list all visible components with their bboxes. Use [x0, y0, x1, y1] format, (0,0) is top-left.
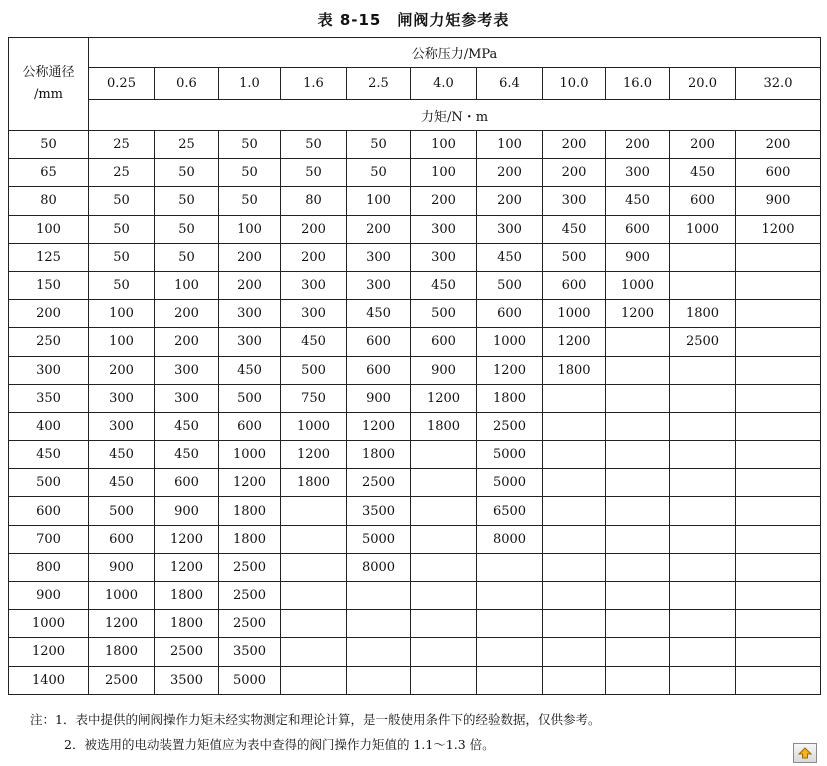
torque-value-cell	[543, 469, 606, 497]
torque-value-cell: 1200	[155, 525, 219, 553]
pressure-header-cell: 1.6	[281, 68, 347, 100]
nominal-diameter-cell: 1000	[9, 610, 89, 638]
table-row	[9, 638, 821, 666]
torque-value-cell: 1800	[219, 525, 281, 553]
torque-value-cell	[543, 384, 606, 412]
torque-value-cell: 600	[670, 187, 736, 215]
torque-value-cell	[736, 610, 821, 638]
torque-value-cell	[411, 638, 477, 666]
torque-value-cell: 8000	[477, 525, 543, 553]
torque-value-cell	[736, 525, 821, 553]
torque-value-cell: 1800	[155, 610, 219, 638]
table-title: 表 8-15 闸阀力矩参考表	[317, 11, 510, 29]
table-row	[9, 243, 821, 271]
table-row	[9, 666, 821, 694]
torque-value-cell: 100	[219, 215, 281, 243]
torque-value-cell	[670, 441, 736, 469]
torque-value-cell	[281, 638, 347, 666]
torque-value-cell: 50	[155, 187, 219, 215]
torque-value-cell	[281, 610, 347, 638]
torque-value-cell: 3500	[347, 497, 411, 525]
torque-value-cell	[477, 638, 543, 666]
torque-value-cell	[736, 497, 821, 525]
torque-value-cell: 50	[89, 271, 155, 299]
torque-value-cell: 600	[543, 271, 606, 299]
torque-value-cell: 1200	[411, 384, 477, 412]
torque-value-cell	[347, 610, 411, 638]
torque-value-cell	[281, 553, 347, 581]
torque-value-cell	[736, 356, 821, 384]
torque-value-cell: 80	[281, 187, 347, 215]
torque-value-cell: 300	[155, 356, 219, 384]
nominal-diameter-cell: 500	[9, 469, 89, 497]
nominal-diameter-cell: 100	[9, 215, 89, 243]
torque-value-cell: 6500	[477, 497, 543, 525]
torque-value-cell: 5000	[477, 441, 543, 469]
torque-value-cell: 100	[89, 328, 155, 356]
torque-value-cell: 200	[281, 215, 347, 243]
torque-value-cell: 50	[347, 131, 411, 159]
torque-value-cell: 300	[89, 412, 155, 440]
torque-value-cell: 200	[155, 300, 219, 328]
torque-value-cell: 300	[347, 243, 411, 271]
torque-value-cell: 1000	[281, 412, 347, 440]
torque-value-cell	[281, 582, 347, 610]
torque-unit-header: 力矩/N・m	[89, 100, 821, 131]
torque-value-cell: 500	[219, 384, 281, 412]
torque-value-cell: 300	[477, 215, 543, 243]
torque-value-cell: 900	[411, 356, 477, 384]
torque-value-cell: 450	[155, 412, 219, 440]
table-row	[9, 610, 821, 638]
torque-value-cell: 8000	[347, 553, 411, 581]
torque-value-cell: 1200	[347, 412, 411, 440]
nominal-diameter-cell: 300	[9, 356, 89, 384]
torque-value-cell: 50	[155, 215, 219, 243]
nominal-pressure-header: 公称压力/MPa	[89, 38, 821, 68]
nominal-diameter-cell: 1400	[9, 666, 89, 694]
torque-value-cell: 1800	[89, 638, 155, 666]
torque-value-cell: 50	[219, 131, 281, 159]
nominal-diameter-cell: 600	[9, 497, 89, 525]
table-row	[9, 384, 821, 412]
torque-value-cell	[606, 356, 670, 384]
torque-value-cell	[736, 469, 821, 497]
torque-value-cell	[411, 666, 477, 694]
notes	[30, 707, 820, 757]
pressure-header-cell: 0.6	[155, 68, 219, 100]
torque-value-cell	[543, 610, 606, 638]
torque-value-cell	[736, 412, 821, 440]
torque-value-cell: 1800	[347, 441, 411, 469]
torque-value-cell: 100	[89, 300, 155, 328]
torque-value-cell: 500	[543, 243, 606, 271]
torque-value-cell: 1800	[411, 412, 477, 440]
torque-value-cell: 500	[281, 356, 347, 384]
table-row	[9, 159, 821, 187]
torque-value-cell	[736, 553, 821, 581]
arrow-up-icon	[798, 747, 812, 759]
torque-value-cell	[543, 525, 606, 553]
table-row	[9, 271, 821, 299]
torque-value-cell	[606, 525, 670, 553]
torque-value-cell: 300	[606, 159, 670, 187]
torque-value-cell	[606, 412, 670, 440]
torque-value-cell: 300	[281, 271, 347, 299]
table-row	[9, 300, 821, 328]
torque-value-cell	[543, 441, 606, 469]
torque-value-cell: 900	[736, 187, 821, 215]
table-row	[9, 441, 821, 469]
torque-value-cell: 450	[89, 469, 155, 497]
nominal-diameter-cell: 150	[9, 271, 89, 299]
torque-value-cell	[543, 582, 606, 610]
torque-value-cell: 200	[736, 131, 821, 159]
torque-value-cell: 50	[89, 187, 155, 215]
nominal-diameter-header	[9, 38, 89, 131]
torque-value-cell: 300	[155, 384, 219, 412]
torque-value-cell	[736, 243, 821, 271]
torque-value-cell: 50	[219, 159, 281, 187]
torque-value-cell: 200	[477, 187, 543, 215]
torque-value-cell: 50	[155, 243, 219, 271]
torque-value-cell	[347, 582, 411, 610]
torque-value-cell: 450	[670, 159, 736, 187]
table-row	[9, 497, 821, 525]
torque-value-cell	[736, 638, 821, 666]
torque-value-cell: 2500	[670, 328, 736, 356]
torque-value-cell: 1200	[606, 300, 670, 328]
torque-value-cell	[477, 553, 543, 581]
torque-value-cell: 1200	[543, 328, 606, 356]
torque-value-cell: 1800	[155, 582, 219, 610]
torque-value-cell	[606, 328, 670, 356]
torque-value-cell	[411, 525, 477, 553]
torque-value-cell: 25	[89, 131, 155, 159]
torque-value-cell: 300	[543, 187, 606, 215]
torque-value-cell: 450	[606, 187, 670, 215]
torque-value-cell	[411, 469, 477, 497]
torque-value-cell	[606, 469, 670, 497]
torque-value-cell: 500	[477, 271, 543, 299]
torque-value-cell: 900	[89, 553, 155, 581]
torque-value-cell	[543, 666, 606, 694]
torque-value-cell: 100	[411, 131, 477, 159]
torque-value-cell: 450	[411, 271, 477, 299]
table-row	[9, 469, 821, 497]
torque-value-cell	[411, 497, 477, 525]
torque-value-cell	[670, 271, 736, 299]
nominal-diameter-cell: 80	[9, 187, 89, 215]
torque-value-cell	[281, 497, 347, 525]
torque-value-cell	[670, 384, 736, 412]
torque-value-cell: 200	[543, 159, 606, 187]
torque-value-cell: 200	[670, 131, 736, 159]
torque-value-cell	[606, 610, 670, 638]
pressure-header-cell: 20.0	[670, 68, 736, 100]
torque-value-cell: 200	[219, 243, 281, 271]
torque-value-cell: 200	[477, 159, 543, 187]
torque-value-cell: 5000	[347, 525, 411, 553]
torque-value-cell: 200	[543, 131, 606, 159]
torque-value-cell	[736, 328, 821, 356]
table-row	[9, 582, 821, 610]
torque-value-cell: 200	[219, 271, 281, 299]
torque-value-cell	[477, 610, 543, 638]
torque-value-cell	[411, 553, 477, 581]
torque-value-cell: 200	[347, 215, 411, 243]
torque-value-cell	[543, 553, 606, 581]
scroll-to-top-button[interactable]	[793, 743, 817, 763]
nominal-diameter-cell: 450	[9, 441, 89, 469]
torque-value-cell	[606, 582, 670, 610]
torque-value-cell: 1000	[606, 271, 670, 299]
torque-value-cell: 200	[89, 356, 155, 384]
nominal-diameter-cell: 700	[9, 525, 89, 553]
torque-value-cell: 100	[347, 187, 411, 215]
torque-value-cell: 1200	[89, 610, 155, 638]
torque-value-cell: 600	[606, 215, 670, 243]
torque-value-cell: 100	[411, 159, 477, 187]
torque-value-cell	[736, 666, 821, 694]
torque-value-cell: 600	[219, 412, 281, 440]
nominal-diameter-label: 公称通径	[22, 65, 75, 80]
torque-value-cell: 750	[281, 384, 347, 412]
torque-value-cell	[543, 497, 606, 525]
torque-value-cell: 200	[606, 131, 670, 159]
torque-value-cell: 1200	[155, 553, 219, 581]
torque-value-cell	[477, 582, 543, 610]
pressure-header-cell: 6.4	[477, 68, 543, 100]
torque-value-cell	[347, 638, 411, 666]
torque-value-cell	[281, 525, 347, 553]
torque-value-cell: 3500	[219, 638, 281, 666]
torque-value-cell	[411, 582, 477, 610]
nominal-diameter-cell: 800	[9, 553, 89, 581]
torque-value-cell: 200	[411, 187, 477, 215]
torque-value-cell: 5000	[219, 666, 281, 694]
torque-value-cell	[670, 666, 736, 694]
torque-value-cell: 900	[155, 497, 219, 525]
torque-value-cell: 450	[155, 441, 219, 469]
torque-value-cell: 450	[219, 356, 281, 384]
table-row	[9, 412, 821, 440]
torque-value-cell	[670, 582, 736, 610]
torque-value-cell: 50	[281, 131, 347, 159]
nominal-diameter-cell: 125	[9, 243, 89, 271]
torque-value-cell	[477, 666, 543, 694]
torque-value-cell	[670, 497, 736, 525]
table-row	[9, 356, 821, 384]
torque-value-cell: 300	[411, 243, 477, 271]
torque-value-cell: 1000	[477, 328, 543, 356]
note-2: 2．被选用的电动装置力矩值应为表中查得的阀门操作力矩值的 1.1～1.3 倍。	[64, 737, 495, 752]
torque-value-cell	[736, 384, 821, 412]
torque-value-cell: 500	[411, 300, 477, 328]
table-row	[9, 525, 821, 553]
torque-value-cell: 450	[543, 215, 606, 243]
torque-value-cell: 900	[606, 243, 670, 271]
nominal-diameter-cell: 900	[9, 582, 89, 610]
torque-value-cell: 450	[89, 441, 155, 469]
torque-value-cell: 25	[155, 131, 219, 159]
torque-value-cell: 1800	[477, 384, 543, 412]
torque-value-cell: 1200	[281, 441, 347, 469]
torque-value-cell	[606, 666, 670, 694]
torque-value-cell	[543, 638, 606, 666]
torque-value-cell: 1000	[543, 300, 606, 328]
pressure-header-cell: 0.25	[89, 68, 155, 100]
torque-value-cell: 2500	[219, 610, 281, 638]
torque-value-cell: 2500	[89, 666, 155, 694]
torque-value-cell	[670, 610, 736, 638]
torque-value-cell	[670, 356, 736, 384]
torque-value-cell: 200	[155, 328, 219, 356]
torque-value-cell	[670, 638, 736, 666]
torque-value-cell: 25	[89, 159, 155, 187]
torque-value-cell: 2500	[155, 638, 219, 666]
torque-value-cell: 5000	[477, 469, 543, 497]
nominal-diameter-cell: 400	[9, 412, 89, 440]
torque-value-cell	[606, 553, 670, 581]
torque-value-cell: 50	[281, 159, 347, 187]
nominal-diameter-cell: 250	[9, 328, 89, 356]
table-row	[9, 187, 821, 215]
torque-value-cell: 1000	[219, 441, 281, 469]
pressure-header-cell: 1.0	[219, 68, 281, 100]
torque-value-cell: 300	[219, 300, 281, 328]
torque-value-cell: 50	[219, 187, 281, 215]
nominal-diameter-cell: 200	[9, 300, 89, 328]
torque-value-cell	[347, 666, 411, 694]
pressure-header-cell: 4.0	[411, 68, 477, 100]
torque-value-cell: 300	[89, 384, 155, 412]
torque-value-cell: 500	[89, 497, 155, 525]
torque-value-cell	[606, 497, 670, 525]
torque-value-cell: 50	[89, 215, 155, 243]
nominal-diameter-cell: 65	[9, 159, 89, 187]
torque-value-cell: 1800	[219, 497, 281, 525]
torque-value-cell: 300	[281, 300, 347, 328]
torque-value-cell	[670, 412, 736, 440]
torque-value-cell	[670, 553, 736, 581]
torque-value-cell: 2500	[219, 582, 281, 610]
torque-value-cell: 50	[89, 243, 155, 271]
torque-value-cell: 300	[347, 271, 411, 299]
torque-value-cell: 1800	[281, 469, 347, 497]
note-1: 注：1．表中提供的闸阀操作力矩未经实物测定和理论计算，是一般使用条件下的经验数据，仅供参考。	[30, 712, 601, 727]
torque-value-cell: 600	[736, 159, 821, 187]
table-row	[9, 328, 821, 356]
table-row	[9, 131, 821, 159]
torque-value-cell: 300	[411, 215, 477, 243]
torque-value-cell	[606, 638, 670, 666]
torque-value-cell	[411, 610, 477, 638]
torque-value-cell: 2500	[219, 553, 281, 581]
torque-value-cell	[606, 441, 670, 469]
torque-value-cell: 1200	[219, 469, 281, 497]
pressure-header-cell: 2.5	[347, 68, 411, 100]
torque-value-cell: 600	[89, 525, 155, 553]
torque-value-cell	[736, 582, 821, 610]
torque-value-cell: 1200	[477, 356, 543, 384]
torque-value-cell: 1800	[543, 356, 606, 384]
torque-value-cell	[606, 384, 670, 412]
torque-value-cell	[736, 441, 821, 469]
table-row	[9, 215, 821, 243]
torque-value-cell: 1200	[736, 215, 821, 243]
torque-value-cell	[736, 271, 821, 299]
torque-value-cell: 1800	[670, 300, 736, 328]
nominal-diameter-cell: 1200	[9, 638, 89, 666]
torque-value-cell: 900	[347, 384, 411, 412]
torque-value-cell: 450	[347, 300, 411, 328]
torque-value-cell	[670, 525, 736, 553]
torque-value-cell	[543, 412, 606, 440]
pressure-header-cell: 10.0	[543, 68, 606, 100]
torque-value-cell: 2500	[477, 412, 543, 440]
torque-value-cell: 600	[477, 300, 543, 328]
nominal-diameter-cell: 350	[9, 384, 89, 412]
torque-value-cell: 3500	[155, 666, 219, 694]
torque-value-cell: 200	[281, 243, 347, 271]
pressure-header-cell: 32.0	[736, 68, 821, 100]
torque-value-cell: 2500	[347, 469, 411, 497]
torque-value-cell: 100	[155, 271, 219, 299]
torque-value-cell	[411, 441, 477, 469]
torque-value-cell: 450	[281, 328, 347, 356]
torque-value-cell: 600	[411, 328, 477, 356]
torque-value-cell: 600	[347, 328, 411, 356]
torque-value-cell: 1000	[670, 215, 736, 243]
torque-value-cell	[670, 469, 736, 497]
torque-value-cell	[736, 300, 821, 328]
torque-value-cell	[670, 243, 736, 271]
torque-value-cell: 100	[477, 131, 543, 159]
nominal-diameter-cell: 50	[9, 131, 89, 159]
torque-table	[8, 37, 821, 695]
torque-value-cell: 600	[347, 356, 411, 384]
torque-value-cell	[281, 666, 347, 694]
table-row	[9, 553, 821, 581]
torque-value-cell: 300	[219, 328, 281, 356]
torque-value-cell: 50	[347, 159, 411, 187]
pressure-header-cell: 16.0	[606, 68, 670, 100]
torque-value-cell: 600	[155, 469, 219, 497]
torque-value-cell: 450	[477, 243, 543, 271]
torque-value-cell: 1000	[89, 582, 155, 610]
nominal-diameter-unit: /mm	[33, 87, 64, 102]
torque-value-cell: 50	[155, 159, 219, 187]
